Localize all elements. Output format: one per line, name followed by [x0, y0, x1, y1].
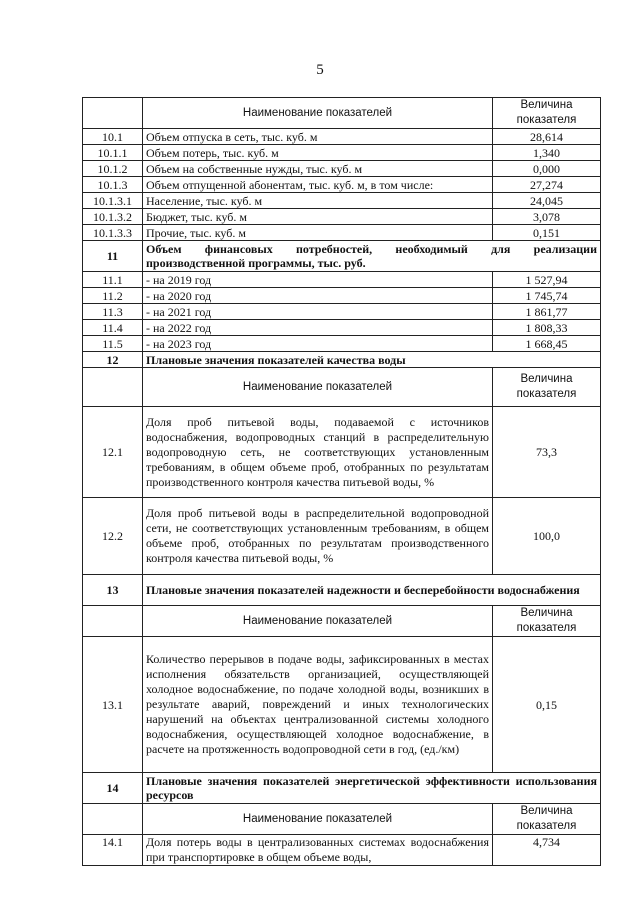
table-row [83, 320, 601, 336]
table-row [83, 272, 601, 288]
indicators-table [82, 97, 601, 866]
row-name: - на 2021 год [143, 304, 493, 320]
row-value: 1 668,45 [493, 336, 601, 352]
section-title: Плановые значения показателей надежности и бесперебойности водоснабжения [143, 575, 601, 606]
table-row [83, 498, 601, 575]
row-number: 10.1.3 [83, 177, 143, 193]
row-value: 28,614 [493, 129, 601, 145]
row-name: - на 2019 год [143, 272, 493, 288]
section-number: 11 [83, 241, 143, 272]
row-value: 100,0 [493, 498, 601, 575]
row-name: Доля проб питьевой воды, подаваемой с источников водоснабжения, водопроводных станций в распределительную водопроводную сеть, не соответствующих установленным требованиям, в общем объеме проб, отобранных по результатам производственного контроля качества питьевой воды, % [143, 407, 493, 498]
row-value: 4,734 [493, 835, 601, 866]
row-name: Количество перерывов в подаче воды, зафиксированных в местах исполнения обязательств организацией, осуществляющей холодное водоснабжение, по подаче холодной воды, возникших в результате аварий, повреждений и иных технологических нарушений на объектах централизованной системы холодного водоснабжения, осуществляющей холодное водоснабжение, в расчете на протяженность водопроводной сети в год, (ед./км) [143, 637, 493, 773]
section-row-12 [83, 352, 601, 368]
table-row [83, 407, 601, 498]
section-row-14 [83, 773, 601, 804]
section-row-11 [83, 241, 601, 272]
header-num-cell [83, 606, 143, 637]
row-name: Доля проб питьевой воды в распределительной водопроводной сети, не соответствующих установленным требованиям, в общем объеме проб, отобранных по результатам производственного контроля качества питьевой воды, % [143, 498, 493, 575]
header-num-cell [83, 804, 143, 835]
row-number: 12.2 [83, 498, 143, 575]
row-value: 1 527,94 [493, 272, 601, 288]
row-number: 10.1.1 [83, 145, 143, 161]
row-value: 3,078 [493, 209, 601, 225]
header-value-cell: Величина показателя [493, 804, 601, 835]
header-name-cell: Наименование показателей [143, 804, 493, 835]
table-row [83, 336, 601, 352]
row-number: 10.1.3.1 [83, 193, 143, 209]
table-row [83, 288, 601, 304]
section-title: Плановые значения показателей качества воды [143, 352, 601, 368]
row-number: 12.1 [83, 407, 143, 498]
header-num-cell [83, 98, 143, 129]
row-value: 0,000 [493, 161, 601, 177]
header-name-cell: Наименование показателей [143, 98, 493, 129]
row-number: 11.4 [83, 320, 143, 336]
row-name: Бюджет, тыс. куб. м [143, 209, 493, 225]
header-num-cell [83, 368, 143, 407]
row-value: 1 861,77 [493, 304, 601, 320]
row-name: - на 2023 год [143, 336, 493, 352]
table-header-row [83, 368, 601, 407]
row-name: Население, тыс. куб. м [143, 193, 493, 209]
row-value: 24,045 [493, 193, 601, 209]
section-number: 12 [83, 352, 143, 368]
table-row [83, 225, 601, 241]
row-value: 1 745,74 [493, 288, 601, 304]
table-header-row [83, 804, 601, 835]
row-number: 10.1 [83, 129, 143, 145]
header-value-cell: Величина показателя [493, 98, 601, 129]
row-number: 13.1 [83, 637, 143, 773]
row-name: Объем отпущенной абонентам, тыс. куб. м, в том числе: [143, 177, 493, 193]
row-number: 11.2 [83, 288, 143, 304]
row-number: 11.1 [83, 272, 143, 288]
row-name: Объем на собственные нужды, тыс. куб. м [143, 161, 493, 177]
row-number: 11.3 [83, 304, 143, 320]
table-row [83, 129, 601, 145]
page-number: 5 [316, 62, 324, 78]
section-row-13 [83, 575, 601, 606]
table-row [83, 161, 601, 177]
section-title: Плановые значения показателей энергетической эффективности использования ресурсов [143, 773, 601, 804]
row-value: 73,3 [493, 407, 601, 498]
row-number: 14.1 [83, 835, 143, 866]
table-header-row [83, 606, 601, 637]
row-name: Прочие, тыс. куб. м [143, 225, 493, 241]
table-header-row [83, 98, 601, 129]
row-value: 0,15 [493, 637, 601, 773]
row-number: 11.5 [83, 336, 143, 352]
table-row [83, 304, 601, 320]
table-row [83, 209, 601, 225]
row-number: 10.1.2 [83, 161, 143, 177]
section-number: 14 [83, 773, 143, 804]
row-value: 1 808,33 [493, 320, 601, 336]
table-row [83, 145, 601, 161]
header-value-cell: Величина показателя [493, 606, 601, 637]
row-value: 1,340 [493, 145, 601, 161]
table-row [83, 177, 601, 193]
row-name: - на 2020 год [143, 288, 493, 304]
header-value-cell: Величина показателя [493, 368, 601, 407]
row-name: Объем потерь, тыс. куб. м [143, 145, 493, 161]
row-number: 10.1.3.2 [83, 209, 143, 225]
row-name: Объем отпуска в сеть, тыс. куб. м [143, 129, 493, 145]
section-title: Объем финансовых потребностей, необходимый для реализации производственной программы, тыс. руб. [143, 241, 601, 272]
table-row [83, 193, 601, 209]
row-value: 27,274 [493, 177, 601, 193]
header-name-cell: Наименование показателей [143, 368, 493, 407]
table-row [83, 637, 601, 773]
row-name: - на 2022 год [143, 320, 493, 336]
header-name-cell: Наименование показателей [143, 606, 493, 637]
table-row [83, 835, 601, 866]
row-name: Доля потерь воды в централизованных системах водоснабжения при транспортировке в общем объеме воды, [143, 835, 493, 866]
row-value: 0,151 [493, 225, 601, 241]
row-number: 10.1.3.3 [83, 225, 143, 241]
section-number: 13 [83, 575, 143, 606]
